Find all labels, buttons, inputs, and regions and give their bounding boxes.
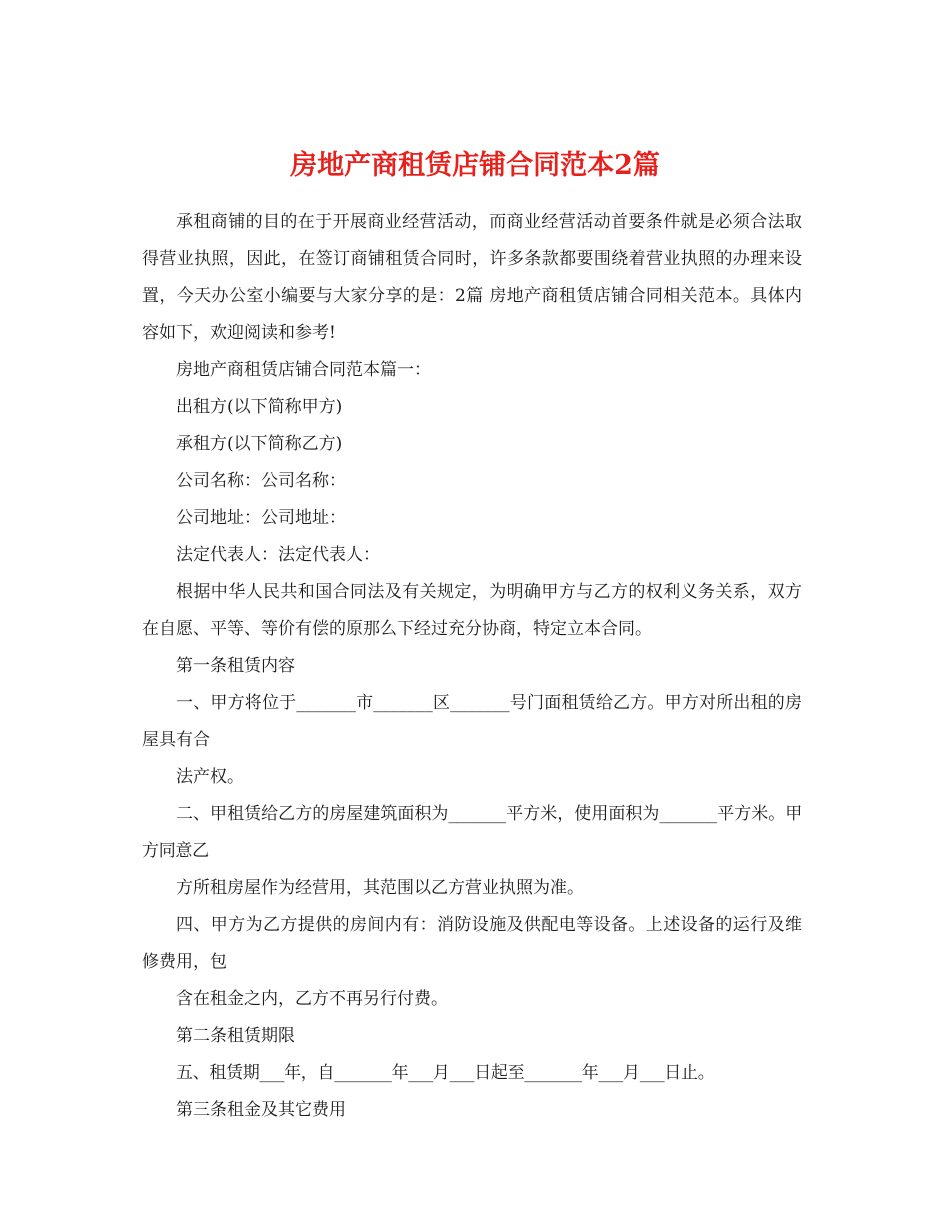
paragraph-clause-2-cont: 方所租房屋作为经营用，其范围以乙方营业执照为准。 [176,878,584,898]
paragraph-legal-representative: 法定代表人：法定代表人： [176,545,380,565]
paragraph-clause-2: 二、甲租赁给乙方的房屋建筑面积为_______平方米，使用面积为_______平方米。甲方同意乙 [142,804,802,861]
paragraph-clause-1: 一、甲方将位于_______市_______区_______号门面租赁给乙方。甲方对所出租的房屋具有合 [142,693,802,750]
document-body [142,204,802,1129]
paragraph-intro: 承租商铺的目的在于开展商业经营活动，而商业经营活动首要条件就是必须合法取得营业执照，因此，在签订商铺租赁合同时，许多条款都要围绕着营业执照的办理来设置，今天办公室小编要与大家分享的是：2篇 房地产商租赁店铺合同相关范本。具体内容如下，欢迎阅读和参考! [142,212,802,343]
paragraph-clause-5: 五、租赁期___年，自_______年___月___日起至_______年___月___日止。 [176,1063,715,1083]
paragraph-clause-4-cont: 含在租金之内，乙方不再另行付费。 [176,989,448,1009]
paragraph-article-1-heading: 第一条租赁内容 [176,656,295,676]
paragraph-article-3-heading: 第三条租金及其它费用 [176,1100,346,1120]
paragraph-company-address: 公司地址：公司地址： [176,508,346,528]
document-title: 房地产商租赁店铺合同范本2篇 [290,150,660,182]
paragraph-clause-4: 四、甲方为乙方提供的房间内有：消防设施及供配电等设备。上述设备的运行及维修费用，包 [142,915,802,972]
paragraph-clause-1-cont: 法产权。 [176,767,244,787]
paragraph-lessee: 承租方(以下简称乙方) [176,434,343,454]
paragraph-lessor: 出租方(以下简称甲方) [176,397,343,417]
paragraph-company-name: 公司名称：公司名称： [176,471,346,491]
paragraph-section-heading: 房地产商租赁店铺合同范本篇一： [176,360,431,380]
paragraph-preamble: 根据中华人民共和国合同法及有关规定，为明确甲方与乙方的权利义务关系，双方在自愿、平等、等价有偿的原那么下经过充分协商，特定立本合同。 [142,582,802,639]
paragraph-article-2-heading: 第二条租赁期限 [176,1026,295,1046]
